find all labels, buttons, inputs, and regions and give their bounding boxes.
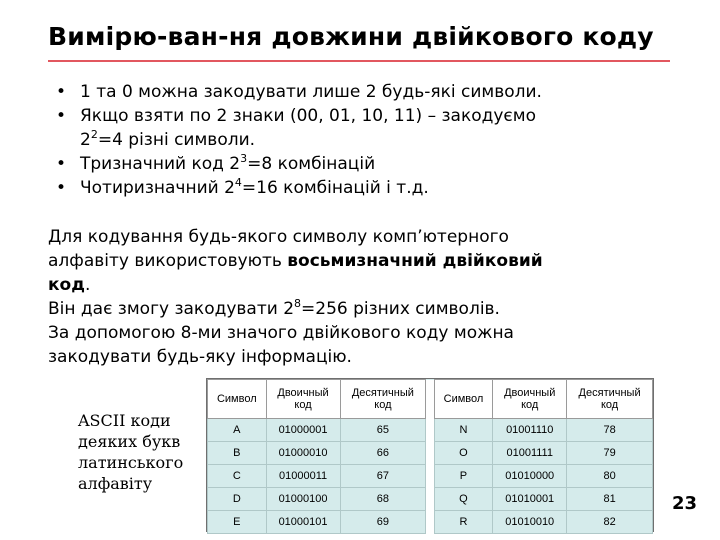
caption-line: деяких букв [78,432,181,451]
bullet-item [52,104,542,128]
paragraph-line [48,273,543,297]
table-cell: O [434,442,493,465]
paragraph-emphasis: восьмизначний двійковий [287,251,543,271]
bullet-item [52,80,542,104]
slide-title: Вимірю-ван-ня довжини двійкового коду [48,22,654,51]
table-row [208,511,653,534]
table-cell: 67 [340,465,426,488]
bullet-text: Чотиризначний 2 [80,178,235,198]
column-header: Двоичный код [266,380,340,419]
column-header: Десятичный код [340,380,426,419]
table-row [208,419,653,442]
table-cell: 82 [567,511,653,534]
paragraph-line: Для кодування будь-якого символу комп’ютерного [48,227,509,247]
table-cell: 81 [567,488,653,511]
bullet-text: =16 комбінацій і т.д. [241,178,429,198]
table-row [208,488,653,511]
bullet-dot: • [56,178,67,198]
table-cell: 66 [340,442,426,465]
table-gap [426,465,434,488]
bullet-text: =8 комбінацій [247,154,376,174]
table-cell: 68 [340,488,426,511]
ascii-table-container [206,378,654,532]
table-cell: 78 [567,419,653,442]
table-gap [426,511,434,534]
bullet-item-continued [52,128,542,152]
caption-line: алфавіту [78,474,153,493]
column-header: Двоичный код [493,380,567,419]
table-gap [426,488,434,511]
table-row [208,442,653,465]
caption-line: латинського [78,453,184,472]
paragraph-line: За допомогою 8-ми значого двійкового коду можна [48,323,514,343]
table-cell: A [208,419,267,442]
bullet-text: 2 [80,130,91,150]
bullet-list [52,80,542,200]
table-cell: D [208,488,267,511]
table-cell: 01000011 [266,465,340,488]
bullet-item [52,176,542,200]
table-cell: 69 [340,511,426,534]
page-number: 23 [672,493,698,514]
table-row [208,465,653,488]
exponent: 3 [240,152,248,165]
column-header: Символ [434,380,493,419]
table-cell: N [434,419,493,442]
bullet-dot: • [56,154,67,174]
table-cell: 01000010 [266,442,340,465]
caption-line: ASCII коди [78,411,171,430]
table-cell: 01001110 [493,419,567,442]
ascii-table [207,379,653,534]
paragraph-emphasis: код [48,275,85,295]
exponent: 8 [294,297,302,310]
table-gap [426,442,434,465]
paragraph-line [48,249,543,273]
column-header: Десятичный код [567,380,653,419]
exponent: 4 [234,176,242,189]
table-gap [426,419,434,442]
paragraph-text: Він дає змогу закодувати 2 [48,299,295,319]
table-cell: 80 [567,465,653,488]
bullet-text: 1 та 0 можна закодувати лише 2 будь-які символи. [80,82,542,102]
table-caption [78,410,208,494]
body-paragraph [48,225,543,369]
paragraph-line: закодувати будь-яку інформацію. [48,347,352,367]
bullet-dot: • [56,106,67,126]
table-cell: 79 [567,442,653,465]
table-cell: E [208,511,267,534]
paragraph-text: . [84,275,91,295]
bullet-item [52,152,542,176]
table-cell: 01010010 [493,511,567,534]
table-cell: 01010000 [493,465,567,488]
table-cell: 65 [340,419,426,442]
bullet-dot: • [56,82,67,102]
table-cell: 01000001 [266,419,340,442]
bullet-text: Тризначний код 2 [80,154,241,174]
title-divider [48,60,670,62]
table-cell: R [434,511,493,534]
table-cell: P [434,465,493,488]
table-cell: C [208,465,267,488]
table-cell: 01001111 [493,442,567,465]
paragraph-text: алфавіту використовують [48,251,288,271]
table-header-row [208,380,653,419]
exponent: 2 [90,128,98,141]
table-cell: 01010001 [493,488,567,511]
table-cell: 01000100 [266,488,340,511]
bullet-text: =4 різні символи. [97,130,256,150]
table-cell: Q [434,488,493,511]
table-cell: B [208,442,267,465]
column-header: Символ [208,380,267,419]
table-cell: 01000101 [266,511,340,534]
bullet-text: Якщо взяти по 2 знаки (00, 01, 10, 11) – закодуємо [80,106,536,126]
table-gap [426,380,434,419]
paragraph-line [48,297,543,321]
paragraph-text: =256 різних символів. [301,299,500,319]
